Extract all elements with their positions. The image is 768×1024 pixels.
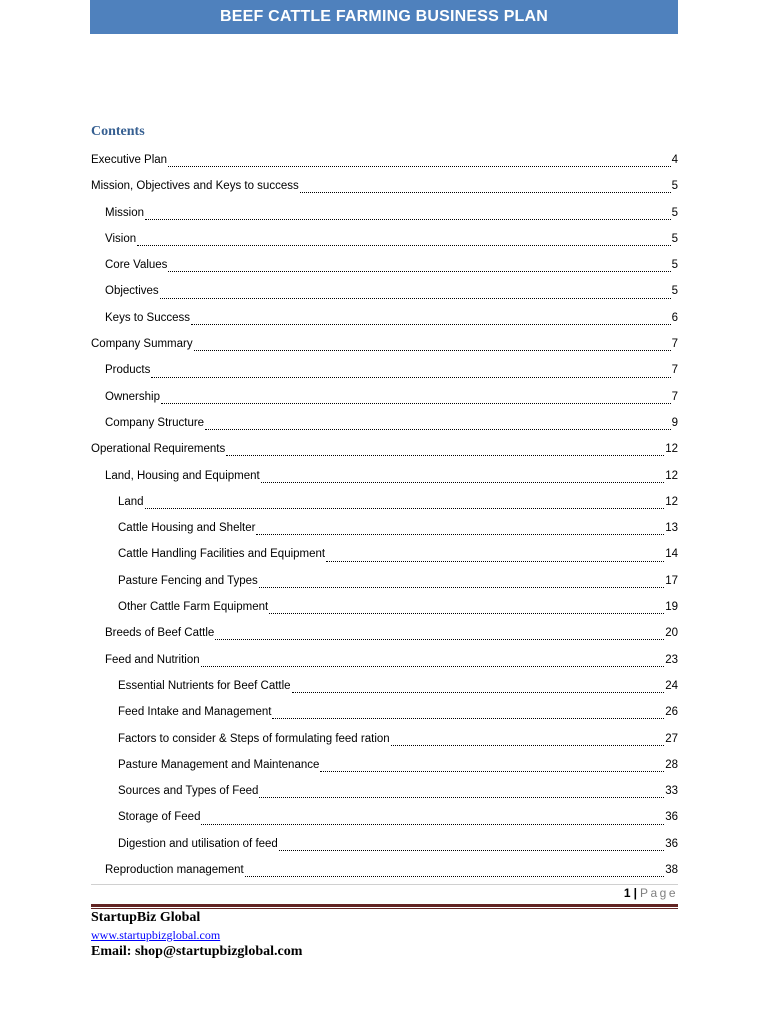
page-number-rule [91, 884, 678, 885]
toc-entry-page: 36 [665, 837, 678, 850]
toc-entry-title: Feed Intake and Management [118, 706, 272, 719]
toc-dot-leader [272, 717, 664, 719]
toc-dot-leader [269, 612, 664, 614]
toc-entry-page: 19 [665, 601, 678, 614]
toc-entry-page: 7 [671, 338, 678, 351]
toc-entry[interactable] [91, 728, 678, 754]
toc-entry[interactable] [91, 438, 678, 464]
toc-entry[interactable] [91, 833, 678, 859]
toc-entry-title: Cattle Housing and Shelter [118, 522, 256, 535]
toc-entry[interactable] [91, 675, 678, 701]
toc-dot-leader [215, 638, 664, 640]
toc-entry[interactable] [91, 543, 678, 569]
toc-entry[interactable] [91, 228, 678, 254]
toc-entry-title: Executive Plan [91, 154, 168, 166]
toc-dot-leader [300, 191, 671, 193]
toc-dot-leader [205, 428, 671, 430]
footer-email: Email: shop@startupbizglobal.com [91, 944, 303, 959]
toc-dot-leader [320, 770, 664, 772]
toc-entry-page: 5 [671, 206, 678, 219]
toc-dot-leader [168, 270, 670, 272]
toc-entry[interactable] [91, 280, 678, 306]
toc-dot-leader [160, 297, 671, 299]
toc-entry-title: Cattle Handling Facilities and Equipment [118, 548, 326, 561]
document-header-band [90, 0, 678, 34]
toc-entry-page: 5 [671, 259, 678, 272]
contents-heading: Contents [91, 124, 145, 139]
toc-entry-title: Company Summary [91, 338, 193, 351]
toc-entry-title: Essential Nutrients for Beef Cattle [118, 679, 291, 692]
toc-entry-page: 33 [665, 785, 678, 798]
toc-dot-leader [256, 533, 664, 535]
toc-dot-leader [261, 481, 664, 483]
toc-entry-page: 17 [665, 574, 678, 587]
toc-entry[interactable] [91, 254, 678, 280]
toc-entry-title: Factors to consider & Steps of formulating feed ration [118, 732, 390, 745]
toc-entry-page: 38 [665, 864, 678, 877]
toc-entry[interactable] [91, 149, 678, 175]
toc-entry-title: Digestion and utilisation of feed [118, 837, 278, 850]
toc-entry-title: Other Cattle Farm Equipment [118, 601, 269, 614]
toc-entry-page: 5 [671, 180, 678, 193]
toc-entry[interactable] [91, 359, 678, 385]
toc-entry[interactable] [91, 465, 678, 491]
toc-entry[interactable] [91, 333, 678, 359]
toc-entry[interactable] [91, 491, 678, 517]
toc-entry-title: Keys to Success [105, 311, 191, 324]
toc-entry[interactable] [91, 754, 678, 780]
table-of-contents [91, 149, 678, 885]
toc-entry-page: 12 [665, 495, 678, 508]
toc-entry[interactable] [91, 806, 678, 832]
toc-entry[interactable] [91, 622, 678, 648]
toc-dot-leader [226, 454, 664, 456]
toc-entry-title: Reproduction management [105, 864, 244, 877]
toc-entry-title: Pasture Management and Maintenance [118, 758, 320, 771]
toc-dot-leader [292, 691, 665, 693]
toc-entry-page: 20 [665, 627, 678, 640]
toc-dot-leader [259, 586, 664, 588]
toc-entry[interactable] [91, 517, 678, 543]
toc-dot-leader [191, 323, 671, 325]
toc-entry[interactable] [91, 701, 678, 727]
toc-dot-leader [201, 665, 665, 667]
toc-dot-leader [151, 376, 670, 378]
toc-entry-title: Products [105, 364, 151, 377]
toc-entry-page: 13 [665, 522, 678, 535]
toc-entry-title: Objectives [105, 285, 159, 298]
toc-entry-page: 24 [665, 679, 678, 692]
toc-dot-leader [279, 849, 664, 851]
toc-entry[interactable] [91, 175, 678, 201]
toc-entry-page: 9 [671, 416, 678, 429]
toc-entry-page: 12 [665, 469, 678, 482]
toc-entry-page: 5 [671, 285, 678, 298]
toc-entry-title: Ownership [105, 390, 160, 403]
toc-entry-title: Feed and Nutrition [105, 653, 200, 666]
toc-entry[interactable] [91, 386, 678, 412]
toc-entry-title: Land [118, 495, 144, 508]
toc-entry-page: 26 [665, 706, 678, 719]
toc-entry[interactable] [91, 596, 678, 622]
toc-dot-leader [194, 349, 671, 351]
toc-entry-page: 12 [665, 443, 678, 456]
toc-entry[interactable] [91, 412, 678, 438]
toc-dot-leader [259, 796, 664, 798]
toc-entry-page: 27 [665, 732, 678, 745]
toc-entry-page: 6 [671, 311, 678, 324]
toc-entry-page: 7 [671, 364, 678, 377]
toc-entry-title: Storage of Feed [118, 811, 201, 824]
toc-dot-leader [201, 823, 664, 825]
toc-entry[interactable] [91, 859, 678, 885]
footer-company-name: StartupBiz Global [91, 910, 201, 925]
toc-entry-title: Vision [105, 232, 137, 245]
toc-entry-page: 5 [671, 232, 678, 245]
toc-entry-page: 14 [665, 548, 678, 561]
toc-entry-title: Operational Requirements [91, 443, 226, 456]
footer-rule-thin [91, 908, 678, 909]
toc-entry-title: Mission, Objectives and Keys to success [91, 180, 299, 193]
page-number-separator: | [633, 886, 637, 900]
toc-entry-title: Core Values [105, 259, 168, 272]
toc-entry-page: 4 [671, 154, 678, 166]
page-number [624, 886, 678, 900]
footer-rule-thick [91, 904, 678, 907]
toc-entry-title: Breeds of Beef Cattle [105, 627, 215, 640]
toc-dot-leader [245, 875, 664, 877]
toc-entry[interactable] [91, 780, 678, 806]
toc-entry-title: Sources and Types of Feed [118, 785, 259, 798]
toc-dot-leader [145, 507, 665, 509]
document-title: BEEF CATTLE FARMING BUSINESS PLAN [219, 8, 549, 25]
toc-entry[interactable] [91, 570, 678, 596]
toc-entry-page: 23 [665, 653, 678, 666]
toc-dot-leader [145, 218, 671, 220]
toc-entry[interactable] [91, 649, 678, 675]
page-label: Page [639, 886, 678, 900]
page-number-value: 1 [623, 886, 631, 900]
toc-dot-leader [161, 402, 671, 404]
toc-entry-title: Pasture Fencing and Types [118, 574, 258, 587]
footer-website-link[interactable]: www.startupbizglobal.com [91, 928, 221, 942]
toc-entry[interactable] [91, 202, 678, 228]
toc-dot-leader [326, 560, 664, 562]
toc-entry-page: 7 [671, 390, 678, 403]
toc-entry-title: Company Structure [105, 416, 205, 429]
toc-dot-leader [391, 744, 665, 746]
toc-entry-page: 28 [665, 758, 678, 771]
toc-entry-title: Land, Housing and Equipment [105, 469, 260, 482]
toc-entry-page: 36 [665, 811, 678, 824]
toc-entry[interactable] [91, 307, 678, 333]
toc-dot-leader [168, 165, 671, 167]
toc-entry-title: Mission [105, 206, 144, 219]
toc-dot-leader [137, 244, 670, 246]
